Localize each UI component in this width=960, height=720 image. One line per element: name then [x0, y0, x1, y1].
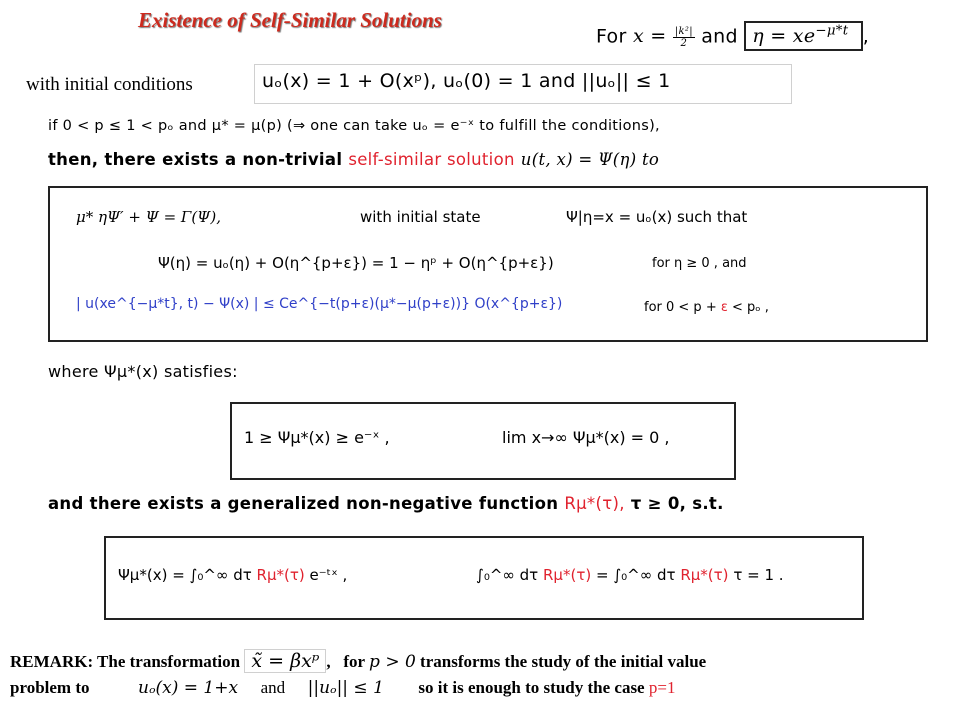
x-definition: [633, 25, 701, 47]
header-comma: ,: [862, 25, 870, 48]
x-lhs: x =: [632, 25, 667, 48]
box1-line1: [76, 208, 221, 226]
header-definitions: [596, 24, 869, 49]
box1-estimate-condition: [644, 300, 769, 315]
x-fraction-numerator: |k²|: [674, 25, 693, 37]
and-label: and: [701, 25, 738, 48]
box1-expansion: Ψ(η) = uₒ(η) + O(η^{p+ε}) = 1 − ηᵖ + O(η^{p+ε}): [158, 254, 554, 272]
box1-estimate-condition-a: for 0 < p +: [644, 300, 721, 315]
remark-line1: [10, 650, 706, 672]
box1-expansion-condition: for η ≥ 0 , and: [652, 256, 747, 271]
remark-prefix: REMARK: The transformation: [10, 652, 241, 671]
claim-highlight: self-similar solution: [348, 150, 515, 169]
eta-definition-box: [744, 21, 862, 51]
box3-right-mid: = ∫₀^∞ dτ: [595, 566, 676, 584]
remark-tail2: so it is enough to study the case: [418, 678, 645, 697]
claim-prefix: then, there exists a non-trivial: [48, 150, 343, 169]
box3-right-r2: Rμ*(τ): [680, 566, 729, 584]
remark-tail1: transforms the study of the initial value: [420, 652, 707, 671]
box3-left-r: Rμ*(τ): [256, 566, 305, 584]
where-line: where Ψμ*(x) satisfies:: [48, 362, 238, 381]
eta-definition: η = xe: [752, 25, 816, 48]
box3-right: [476, 566, 784, 584]
initial-conditions-formula: uₒ(x) = 1 + O(xᵖ), uₒ(0) = 1 and ||uₒ|| ≤ 1: [262, 70, 671, 92]
remark-line2-prefix: problem to: [10, 678, 90, 697]
box1-estimate: | u(xe^{−μ*t}, t) − Ψ(x) | ≤ Ce^{−t(p+ε)(μ*−μ(p+ε))} O(x^{p+ε}): [76, 296, 563, 312]
box3-left-a: Ψμ*(x) = ∫₀^∞ dτ: [118, 566, 252, 584]
eta-exponent: −μ*t: [815, 24, 849, 39]
box1-epsilon: ε: [720, 300, 728, 315]
remark-uo-eq: uₒ(x) = 1+x: [138, 678, 239, 698]
claim-suffix: u(t, x) = Ψ(η) to: [520, 150, 660, 169]
x-fraction-denominator: 2: [680, 37, 688, 49]
box1-initial-state: Ψ|η=x = uₒ(x) such that: [566, 208, 748, 226]
remark-line2: [10, 678, 675, 698]
claim-line: [48, 150, 659, 169]
remark-comma: ,: [326, 652, 331, 671]
remark-for: for: [343, 652, 365, 671]
box1-ode: μ* ηΨ′ + Ψ = Γ(Ψ),: [76, 208, 221, 226]
box1-initial-state-label: with initial state: [360, 208, 481, 226]
remark-p-condition: p > 0: [369, 652, 416, 672]
generalized-prefix: and there exists a generalized non-negative function: [48, 494, 559, 513]
remark-norm: ||uₒ|| ≤ 1: [307, 678, 384, 698]
box3-right-a: ∫₀^∞ dτ: [476, 566, 539, 584]
box2-limit: lim x→∞ Ψμ*(x) = 0 ,: [502, 428, 670, 447]
page-title: Existence of Self-Similar Solutions: [138, 8, 442, 32]
remark-case: p=1: [648, 678, 676, 697]
box3-left: [118, 566, 347, 584]
box3-right-r1: Rμ*(τ): [543, 566, 592, 584]
generalized-line: [48, 494, 724, 513]
remark-transform: x̃ = βxᵖ: [244, 649, 326, 673]
generalized-highlight: Rμ*(τ),: [564, 494, 625, 513]
box2-bound: 1 ≥ Ψμ*(x) ≥ e⁻ˣ ,: [244, 428, 390, 447]
generalized-suffix: τ ≥ 0, s.t.: [630, 494, 724, 513]
box3-right-b: τ = 1 .: [733, 566, 784, 584]
hypothesis-line: if 0 < p ≤ 1 < pₒ and μ* = μ(p) (⇒ one can take uₒ = e⁻ˣ to fulfill the conditions),: [48, 118, 660, 134]
box3-left-b: e⁻ᵗˣ ,: [309, 566, 348, 584]
x-fraction: [673, 26, 695, 49]
for-label: For: [596, 25, 627, 48]
box1-estimate-condition-b: < pₒ ,: [727, 300, 769, 315]
initial-conditions-label: with initial conditions: [26, 74, 193, 95]
remark-and: and: [260, 678, 286, 697]
